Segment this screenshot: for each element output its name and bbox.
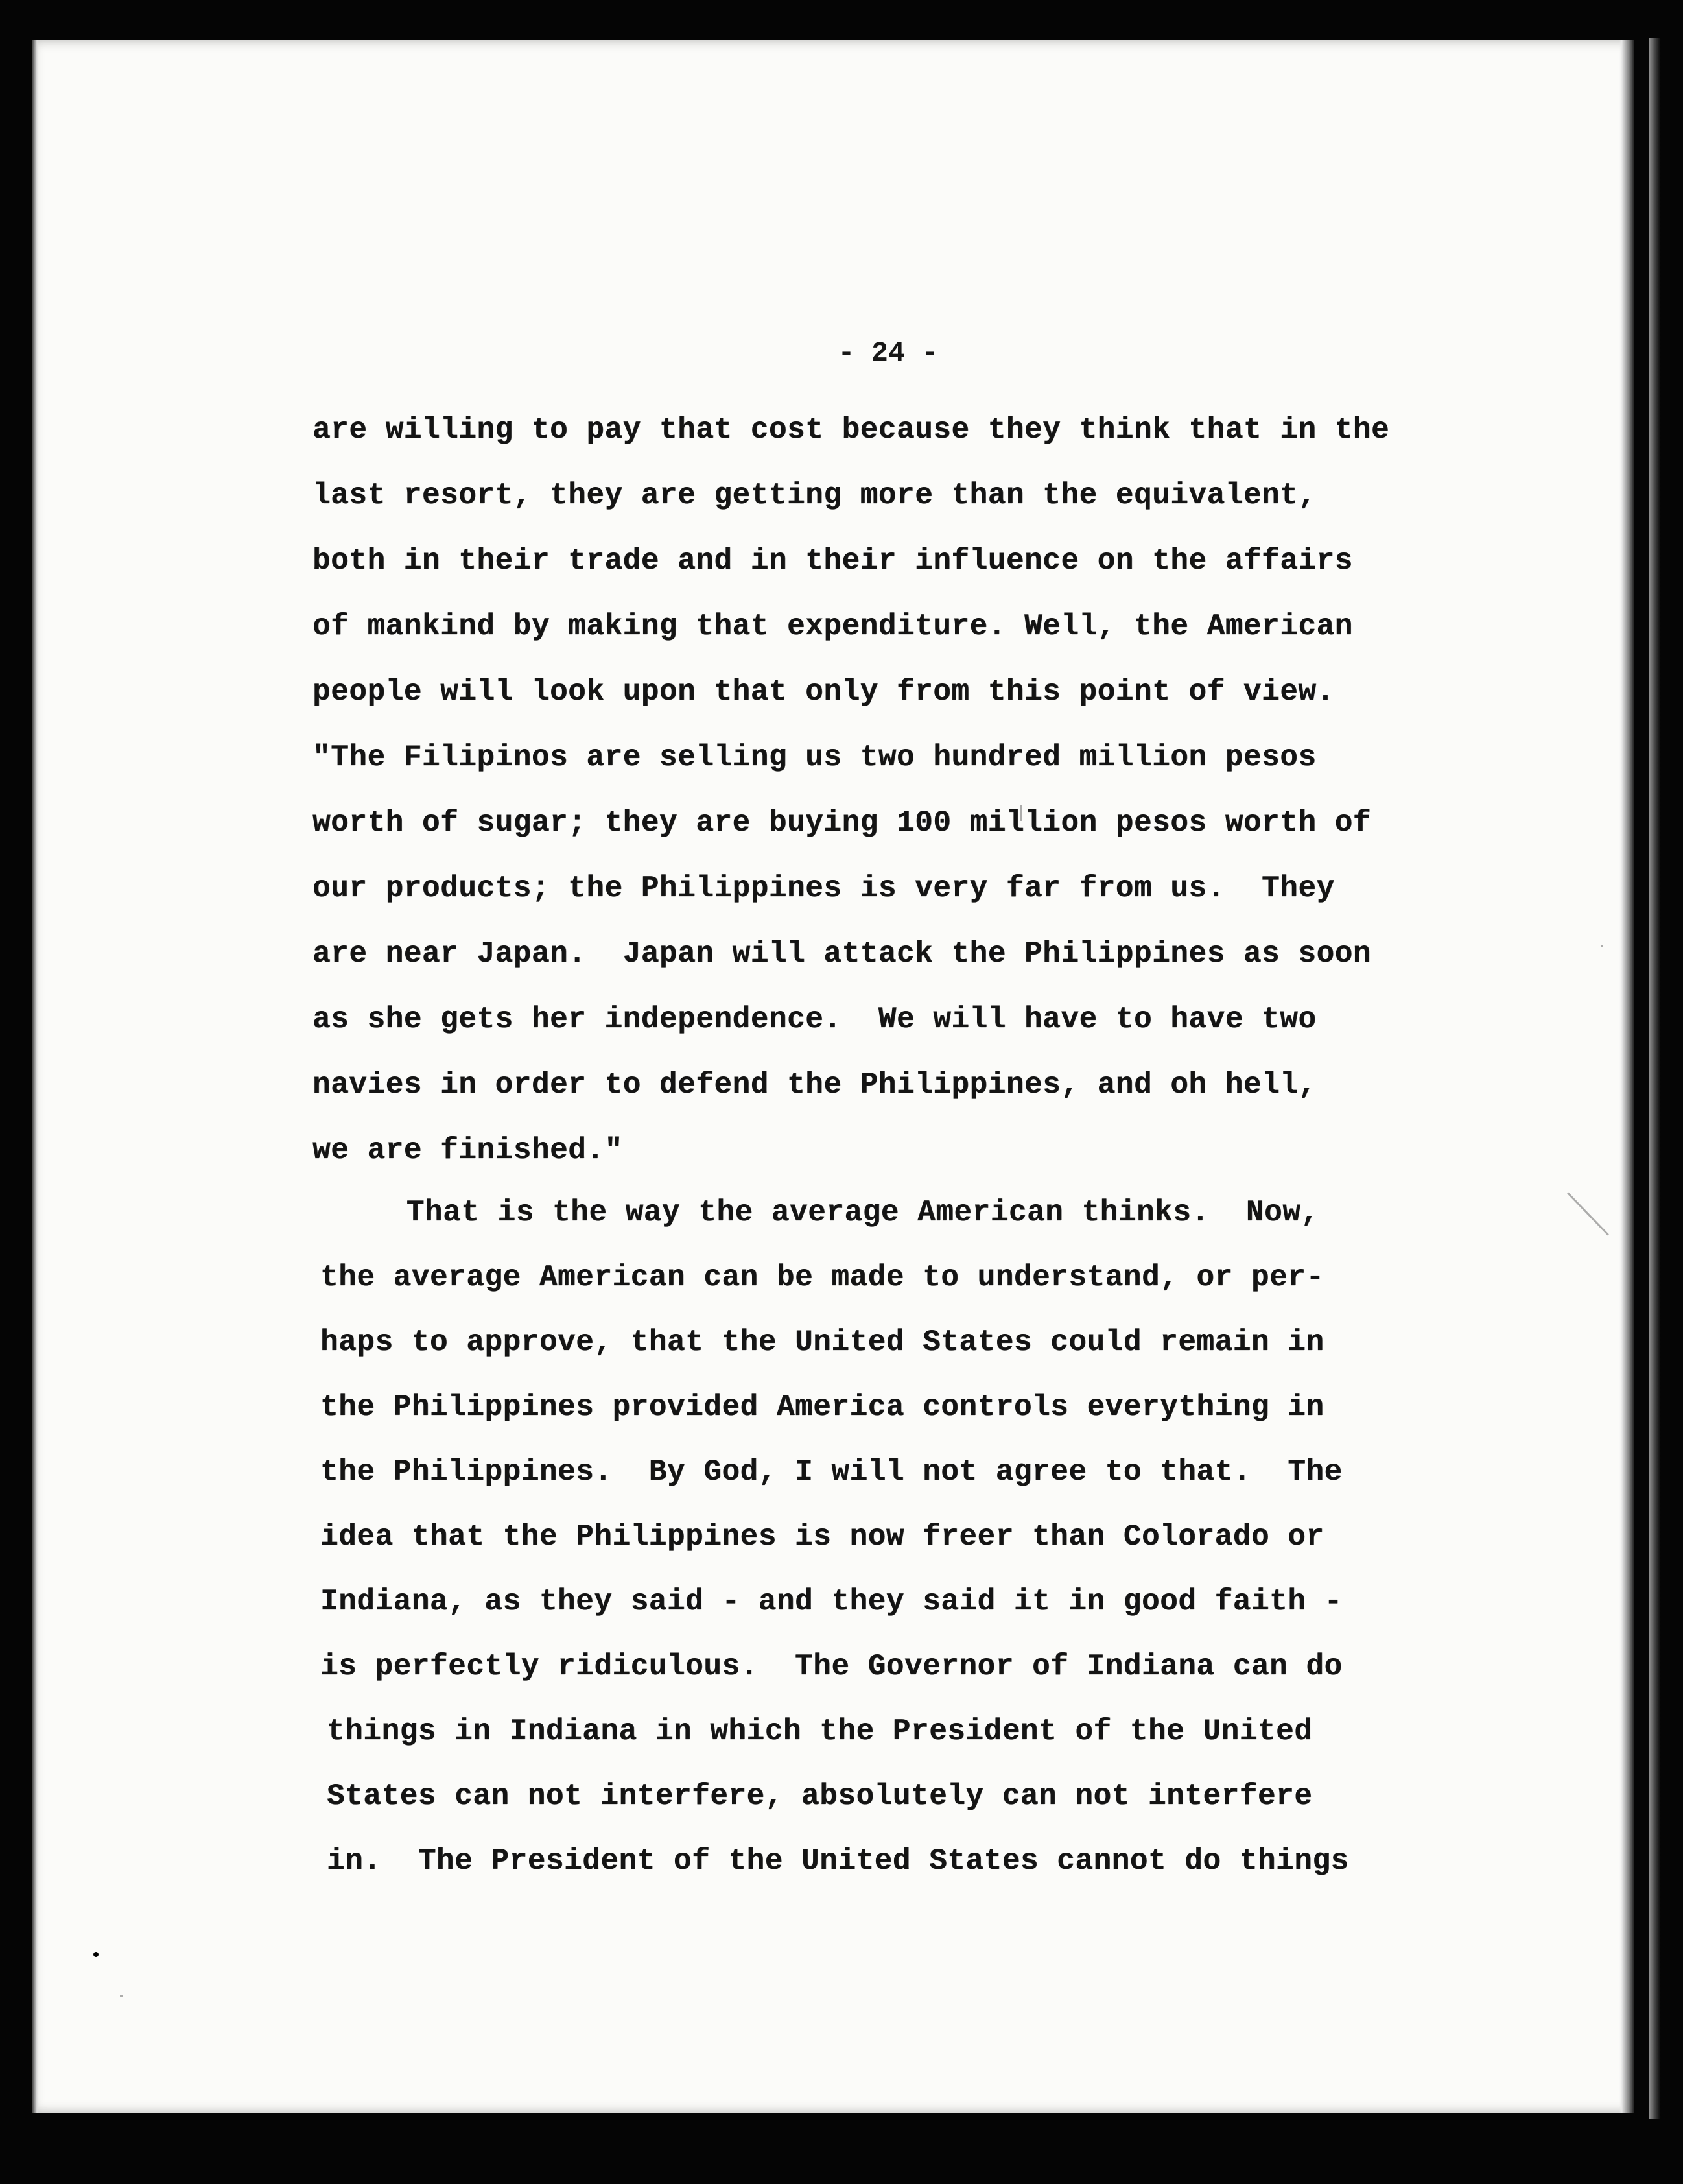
scan-speck bbox=[1567, 1193, 1609, 1236]
scan-mark-dot bbox=[93, 1952, 99, 1957]
document-line-1: are willing to pay that cost because they think that in the bbox=[312, 413, 1390, 447]
document-line-6: "The Filipinos are selling us two hundred million pesos bbox=[312, 741, 1317, 774]
scan-speck bbox=[1020, 805, 1022, 821]
document-line-9: are near Japan. Japan will attack the Philippines as soon bbox=[312, 937, 1371, 971]
document-line-4: of mankind by making that expenditure. Well, the American bbox=[312, 610, 1353, 643]
scan-speck bbox=[1601, 945, 1603, 947]
document-line-10: as she gets her independence. We will have to have two bbox=[312, 1003, 1317, 1036]
document-line-14: the average American can be made to understand, or per- bbox=[320, 1261, 1324, 1294]
document-line-12: we are finished." bbox=[312, 1134, 623, 1167]
document-line-15: haps to approve, that the United States could remain in bbox=[320, 1325, 1324, 1359]
document-line-5: people will look upon that only from this point of view. bbox=[312, 675, 1335, 709]
document-line-19: Indiana, as they said - and they said it in good faith - bbox=[320, 1585, 1343, 1619]
document-line-8: our products; the Philippines is very far from us. They bbox=[312, 872, 1335, 905]
document-line-16: the Philippines provided America controls everything in bbox=[320, 1390, 1324, 1424]
document-line-21: things in Indiana in which the President of the United bbox=[327, 1715, 1313, 1748]
page-edge-shadow bbox=[1649, 38, 1661, 2119]
document-line-2: last resort, they are getting more than the equivalent, bbox=[312, 479, 1317, 512]
page-number: - 24 - bbox=[838, 337, 939, 369]
document-line-13: That is the way the average American thinks. Now, bbox=[315, 1196, 1319, 1229]
document-page bbox=[32, 40, 1634, 2113]
document-line-11: navies in order to defend the Philippines, and oh hell, bbox=[312, 1068, 1317, 1102]
document-line-3: both in their trade and in their influence on the affairs bbox=[312, 544, 1353, 578]
document-line-23: in. The President of the United States cannot do things bbox=[327, 1844, 1349, 1878]
document-line-18: idea that the Philippines is now freer than Colorado or bbox=[320, 1520, 1324, 1554]
document-line-17: the Philippines. By God, I will not agree to that. The bbox=[320, 1455, 1343, 1489]
document-line-20: is perfectly ridiculous. The Governor of Indiana can do bbox=[320, 1650, 1343, 1683]
document-line-22: States can not interfere, absolutely can not interfere bbox=[327, 1779, 1313, 1813]
document-line-7: worth of sugar; they are buying 100 million pesos worth of bbox=[312, 806, 1371, 840]
scan-speck bbox=[120, 1995, 123, 1997]
